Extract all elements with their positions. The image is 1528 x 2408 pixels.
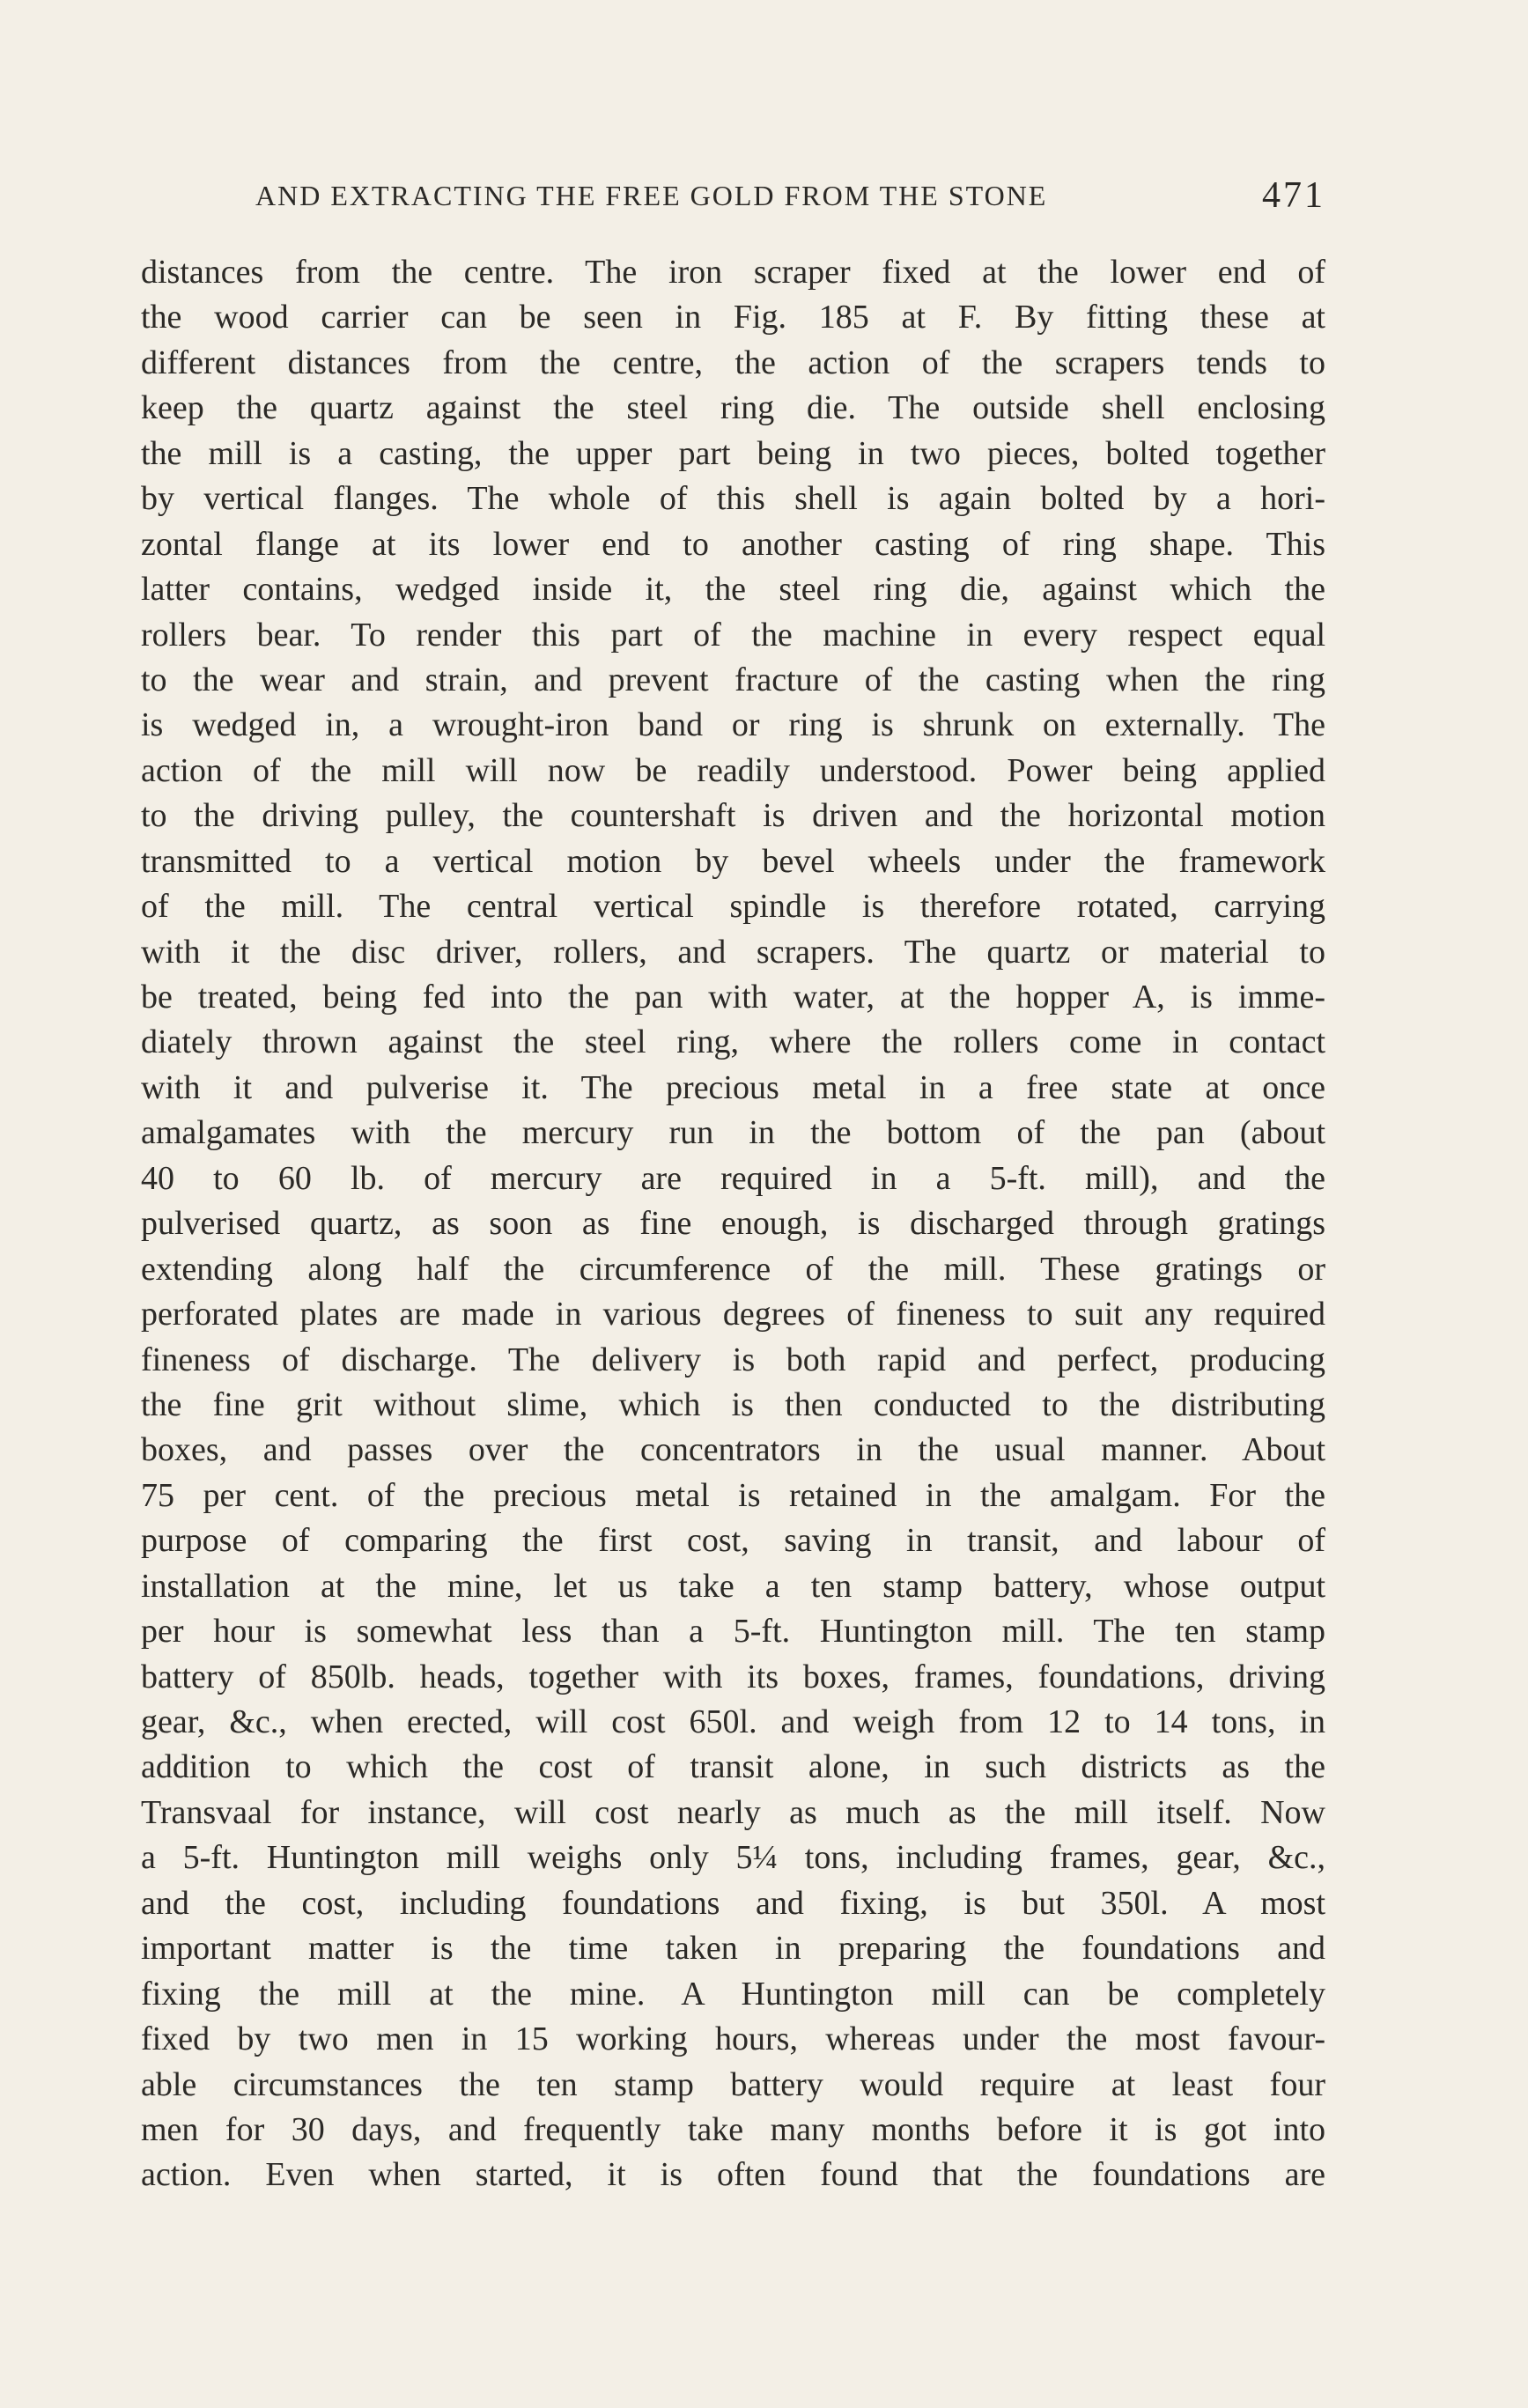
- text-line: with it the disc driver, rollers, and scrapers. The quartz or material to: [141, 933, 1325, 971]
- text-line: installation at the mine, let us take a ten stamp battery, whose output: [141, 1567, 1325, 1605]
- text-line: the fine grit without slime, which is then conducted to the distributing: [141, 1385, 1325, 1423]
- text-line: Transvaal for instance, will cost nearly as much as the mill itself. Now: [141, 1793, 1325, 1831]
- text-line: extending along half the circumference of the mill. These gratings or: [141, 1250, 1325, 1288]
- text-line: fixing the mill at the mine. A Huntington mill can be completely: [141, 1975, 1325, 2013]
- text-line: to the wear and strain, and prevent fracture of the casting when the ring: [141, 661, 1325, 698]
- text-line: able circumstances the ten stamp battery would require at least four: [141, 2065, 1325, 2103]
- text-line: action. Even when started, it is often found that the foundations are: [141, 2156, 1325, 2194]
- text-line: 75 per cent. of the precious metal is retained in the amalgam. For the: [141, 1476, 1325, 1514]
- body-text: [141, 250, 1325, 2198]
- text-line: zontal flange at its lower end to another casting of ring shape. This: [141, 525, 1325, 563]
- text-line: boxes, and passes over the concentrators in the usual manner. About: [141, 1431, 1325, 1469]
- text-line: pulverised quartz, as soon as fine enough, is discharged through gratings: [141, 1205, 1325, 1243]
- text-line: battery of 850lb. heads, together with its boxes, frames, foundations, driving: [141, 1658, 1325, 1695]
- text-line: the mill is a casting, the upper part being in two pieces, bolted together: [141, 434, 1325, 472]
- text-line: amalgamates with the mercury run in the bottom of the pan (about: [141, 1114, 1325, 1152]
- text-line: of the mill. The central vertical spindle is therefore rotated, carrying: [141, 888, 1325, 926]
- running-head: [255, 174, 1325, 218]
- text-line: addition to which the cost of transit alone, in such districts as the: [141, 1748, 1325, 1786]
- text-line: distances from the centre. The iron scraper fixed at the lower end of: [141, 254, 1325, 291]
- text-line: fixed by two men in 15 working hours, whereas under the most favour-: [141, 2020, 1325, 2058]
- text-line: 40 to 60 lb. of mercury are required in a 5-ft. mill), and the: [141, 1159, 1325, 1197]
- text-line: keep the quartz against the steel ring die. The outside shell enclosing: [141, 389, 1325, 427]
- text-line: gear, &c., when erected, will cost 650l. and weigh from 12 to 14 tons, in: [141, 1703, 1325, 1740]
- text-line: diately thrown against the steel ring, where the rollers come in contact: [141, 1023, 1325, 1061]
- text-line: a 5-ft. Huntington mill weighs only 5¼ tons, including frames, gear, &c.,: [141, 1839, 1325, 1877]
- text-line: by vertical flanges. The whole of this shell is again bolted by a hori-: [141, 480, 1325, 518]
- text-line: men for 30 days, and frequently take many months before it is got into: [141, 2110, 1325, 2148]
- text-line: transmitted to a vertical motion by bevel wheels under the framework: [141, 842, 1325, 880]
- text-line: with it and pulverise it. The precious metal in a free state at once: [141, 1068, 1325, 1106]
- text-line: the wood carrier can be seen in Fig. 185 at F. By fitting these at: [141, 299, 1325, 336]
- text-line: to the driving pulley, the countershaft is driven and the horizontal motion: [141, 797, 1325, 835]
- text-line: rollers bear. To render this part of the machine in every respect equal: [141, 616, 1325, 654]
- text-line: per hour is somewhat less than a 5-ft. Huntington mill. The ten stamp: [141, 1613, 1325, 1651]
- text-line: is wedged in, a wrought-iron band or ring is shrunk on externally. The: [141, 706, 1325, 744]
- text-line: action of the mill will now be readily understood. Power being applied: [141, 751, 1325, 789]
- text-line: important matter is the time taken in preparing the foundations and: [141, 1930, 1325, 1968]
- page-number: 471: [1262, 175, 1325, 216]
- text-line: fineness of discharge. The delivery is both rapid and perfect, producing: [141, 1341, 1325, 1378]
- text-line: different distances from the centre, the action of the scrapers tends to: [141, 343, 1325, 381]
- text-line: be treated, being fed into the pan with water, at the hopper A, is imme-: [141, 979, 1325, 1016]
- text-line: perforated plates are made in various degrees of fineness to suit any required: [141, 1296, 1325, 1333]
- running-title: AND EXTRACTING THE FREE GOLD FROM THE STONE: [255, 180, 1048, 211]
- text-line: and the cost, including foundations and fixing, is but 350l. A most: [141, 1884, 1325, 1922]
- text-line: latter contains, wedged inside it, the steel ring die, against which the: [141, 571, 1325, 609]
- text-line: purpose of comparing the first cost, saving in transit, and labour of: [141, 1522, 1325, 1560]
